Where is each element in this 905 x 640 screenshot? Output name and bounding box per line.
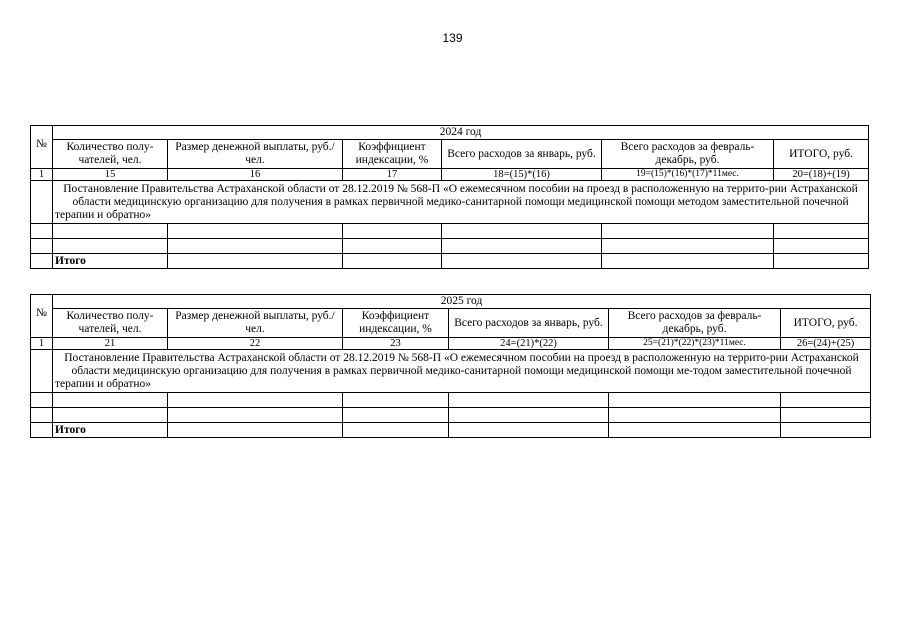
- total-row: [31, 423, 871, 438]
- total-label: Итого: [53, 423, 168, 438]
- column-number: 24=(21)*(22): [449, 338, 609, 350]
- cell: [781, 423, 871, 438]
- cell: [442, 224, 602, 239]
- table-2025: [30, 294, 871, 438]
- cell: [168, 239, 343, 254]
- cell: [781, 408, 871, 423]
- cell: [602, 239, 774, 254]
- decree-row: [31, 181, 869, 224]
- row-index: 1: [31, 338, 53, 350]
- column-number: 23: [343, 338, 449, 350]
- cell: [53, 239, 168, 254]
- column-header: Всего расходов за январь, руб.: [442, 140, 602, 169]
- cell: [31, 239, 53, 254]
- table-row: [31, 393, 871, 408]
- row-index: 1: [31, 169, 53, 181]
- year-header: 2024 год: [53, 126, 869, 140]
- column-header: Всего расходов за февраль-декабрь, руб.: [609, 309, 781, 338]
- decree-row: [31, 350, 871, 393]
- cell: [31, 224, 53, 239]
- cell: [602, 224, 774, 239]
- column-number: 22: [168, 338, 343, 350]
- column-header: ИТОГО, руб.: [774, 140, 869, 169]
- column-number: 17: [343, 169, 442, 181]
- cell: [774, 254, 869, 269]
- cell: [53, 393, 168, 408]
- decree-index-cell: [31, 350, 53, 393]
- column-header: Количество полу-чателей, чел.: [53, 140, 168, 169]
- cell: [31, 393, 53, 408]
- table-2024: [30, 125, 869, 269]
- cell: [449, 423, 609, 438]
- cell: [449, 393, 609, 408]
- total-row: [31, 254, 869, 269]
- column-number-row: [31, 169, 869, 181]
- total-label: Итого: [53, 254, 168, 269]
- column-header: ИТОГО, руб.: [781, 309, 871, 338]
- cell: [602, 254, 774, 269]
- cell: [609, 393, 781, 408]
- cell: [609, 408, 781, 423]
- column-header: Всего расходов за февраль-декабрь, руб.: [602, 140, 774, 169]
- column-header: Количество полу-чателей, чел.: [53, 309, 168, 338]
- cell: [31, 408, 53, 423]
- table-row: [31, 239, 869, 254]
- cell: [343, 254, 442, 269]
- decree-text: Постановление Правительства Астраханской области от 28.12.2019 № 568-П «О ежемесячном пособии на проезд в расположенную на террито-рии Астраханской области медицинскую организацию для получения в рамках первичной медико-санитарной помощи медицинской помощи ме-тодом заместительной почечной терапии и обратно»: [53, 350, 871, 393]
- column-number: 26=(24)+(25): [781, 338, 871, 350]
- cell: [774, 224, 869, 239]
- decree-index-cell: [31, 181, 53, 224]
- column-header: Коэффициент индексации, %: [343, 309, 449, 338]
- cell: [343, 224, 442, 239]
- cell: [442, 239, 602, 254]
- cell: [609, 423, 781, 438]
- cell: [168, 408, 343, 423]
- column-number: 18=(15)*(16): [442, 169, 602, 181]
- column-number: 16: [168, 169, 343, 181]
- cell: [168, 393, 343, 408]
- column-header: Всего расходов за январь, руб.: [449, 309, 609, 338]
- page-number: 139: [442, 31, 463, 45]
- column-header: Коэффициент индексации, %: [343, 140, 442, 169]
- column-number: 15: [53, 169, 168, 181]
- table-row: [31, 408, 871, 423]
- cell: [449, 408, 609, 423]
- cell: [442, 254, 602, 269]
- cell: [168, 224, 343, 239]
- column-header-row: [31, 140, 869, 169]
- table-row: [31, 224, 869, 239]
- column-header: Размер денежной выплаты, руб./чел.: [168, 140, 343, 169]
- year-row: [31, 126, 869, 140]
- cell: [774, 239, 869, 254]
- cell: [31, 254, 53, 269]
- cell: [343, 408, 449, 423]
- cell: [343, 393, 449, 408]
- number-header: №: [31, 126, 53, 169]
- cell: [343, 423, 449, 438]
- cell: [781, 393, 871, 408]
- column-number: 20=(18)+(19): [774, 169, 869, 181]
- cell: [53, 224, 168, 239]
- cell: [168, 423, 343, 438]
- number-header: №: [31, 295, 53, 338]
- cell: [53, 408, 168, 423]
- column-number: 19=(15)*(16)*(17)*11мес.: [602, 169, 774, 181]
- decree-text: Постановление Правительства Астраханской области от 28.12.2019 № 568-П «О ежемесячном пособии на проезд в расположенную на террито-рии Астраханской области медицинскую организацию для получения в рамках первичной медико-санитарной помощи медицинской помощи методом заместительной почечной терапии и обратно»: [53, 181, 869, 224]
- column-number: 21: [53, 338, 168, 350]
- column-number-row: [31, 338, 871, 350]
- year-row: [31, 295, 871, 309]
- cell: [31, 423, 53, 438]
- column-number: 25=(21)*(22)*(23)*11мес.: [609, 338, 781, 350]
- column-header: Размер денежной выплаты, руб./чел.: [168, 309, 343, 338]
- year-header: 2025 год: [53, 295, 871, 309]
- column-header-row: [31, 309, 871, 338]
- cell: [343, 239, 442, 254]
- cell: [168, 254, 343, 269]
